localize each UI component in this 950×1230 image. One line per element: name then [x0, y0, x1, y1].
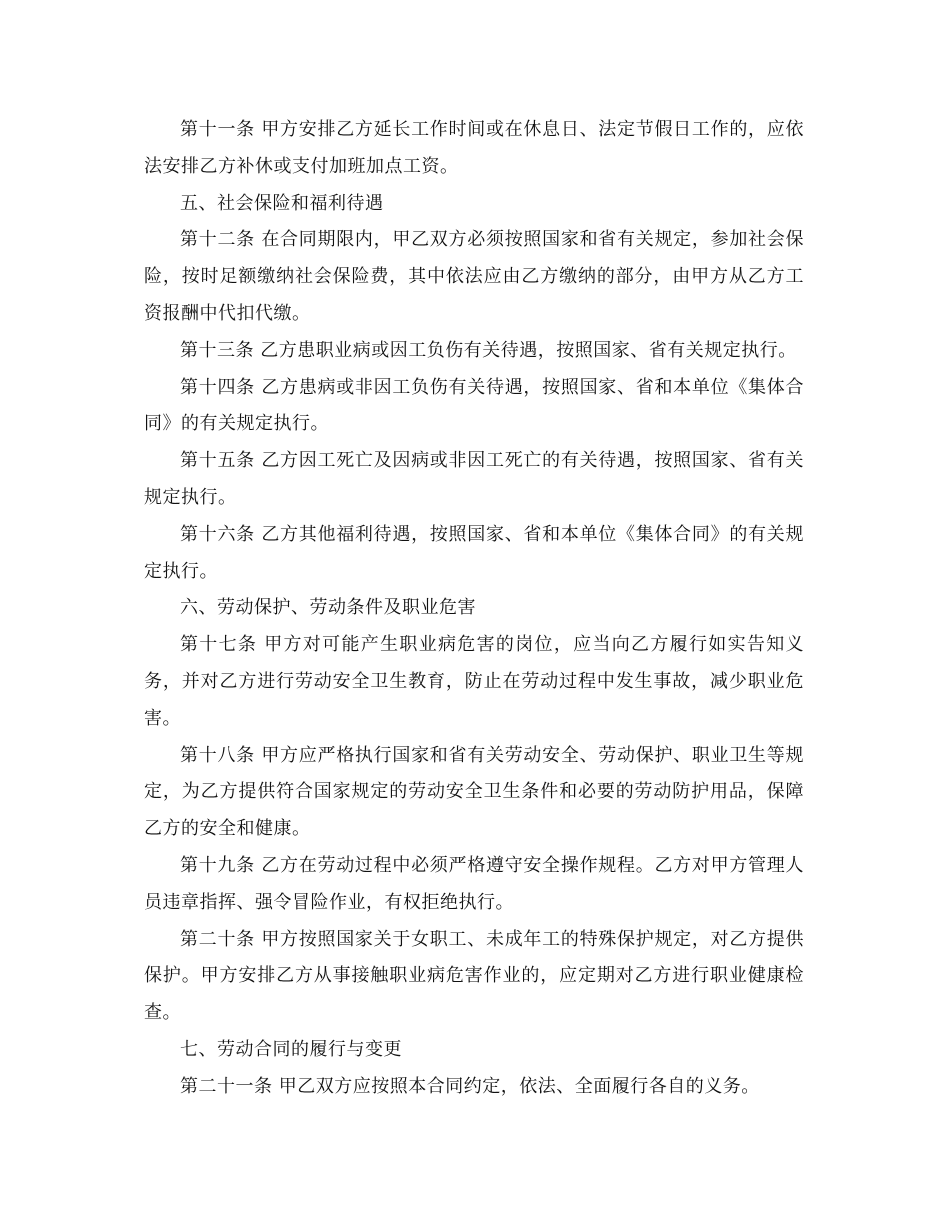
- article-14: 第十四条 乙方患病或非因工负伤有关待遇，按照国家、省和本单位《集体合同》的有关规定执行。: [144, 376, 804, 435]
- article-19: 第十九条 乙方在劳动过程中必须严格遵守安全操作规程。乙方对甲方管理人员违章指挥、强令冒险作业，有权拒绝执行。: [144, 854, 804, 913]
- article-21: 第二十一条 甲乙双方应按照本合同约定，依法、全面履行各自的义务。: [180, 1075, 760, 1097]
- article-17: 第十七条 甲方对可能产生职业病危害的岗位，应当向乙方履行如实告知义务，并对乙方进行劳动安全卫生教育，防止在劳动过程中发生事故，减少职业危害。: [144, 634, 804, 729]
- article-13: 第十三条 乙方患职业病或因工负伤有关待遇，按照国家、省有关规定执行。: [180, 339, 797, 361]
- article-20: 第二十条 甲方按照国家关于女职工、未成年工的特殊保护规定，对乙方提供保护。甲方安排乙方从事接触职业病危害作业的，应定期对乙方进行职业健康检查。: [144, 928, 804, 1024]
- article-18: 第十八条 甲方应严格执行国家和省有关劳动安全、劳动保护、职业卫生等规定，为乙方提供符合国家规定的劳动安全卫生条件和必要的劳动防护用品，保障乙方的安全和健康。: [144, 744, 804, 840]
- article-16: 第十六条 乙方其他福利待遇，按照国家、省和本单位《集体合同》的有关规定执行。: [144, 523, 804, 582]
- section-heading-social-insurance: 五、社会保险和福利待遇: [180, 192, 384, 214]
- article-11: 第十一条 甲方安排乙方延长工作时间或在休息日、法定节假日工作的，应依法安排乙方补休或支付加班加点工资。: [144, 119, 804, 177]
- article-12: 第十二条 在合同期限内，甲乙双方必须按照国家和省有关规定，参加社会保险，按时足额缴纳社会保险费，其中依法应由乙方缴纳的部分，由甲方从乙方工资报酬中代扣代缴。: [144, 229, 804, 324]
- section-heading-contract-performance: 七、劳动合同的履行与变更: [180, 1038, 402, 1060]
- article-15: 第十五条 乙方因工死亡及因病或非因工死亡的有关待遇，按照国家、省有关规定执行。: [144, 450, 804, 508]
- section-heading-labor-protection: 六、劳动保护、劳动条件及职业危害: [180, 597, 476, 619]
- document-page: [144, 112, 804, 1106]
